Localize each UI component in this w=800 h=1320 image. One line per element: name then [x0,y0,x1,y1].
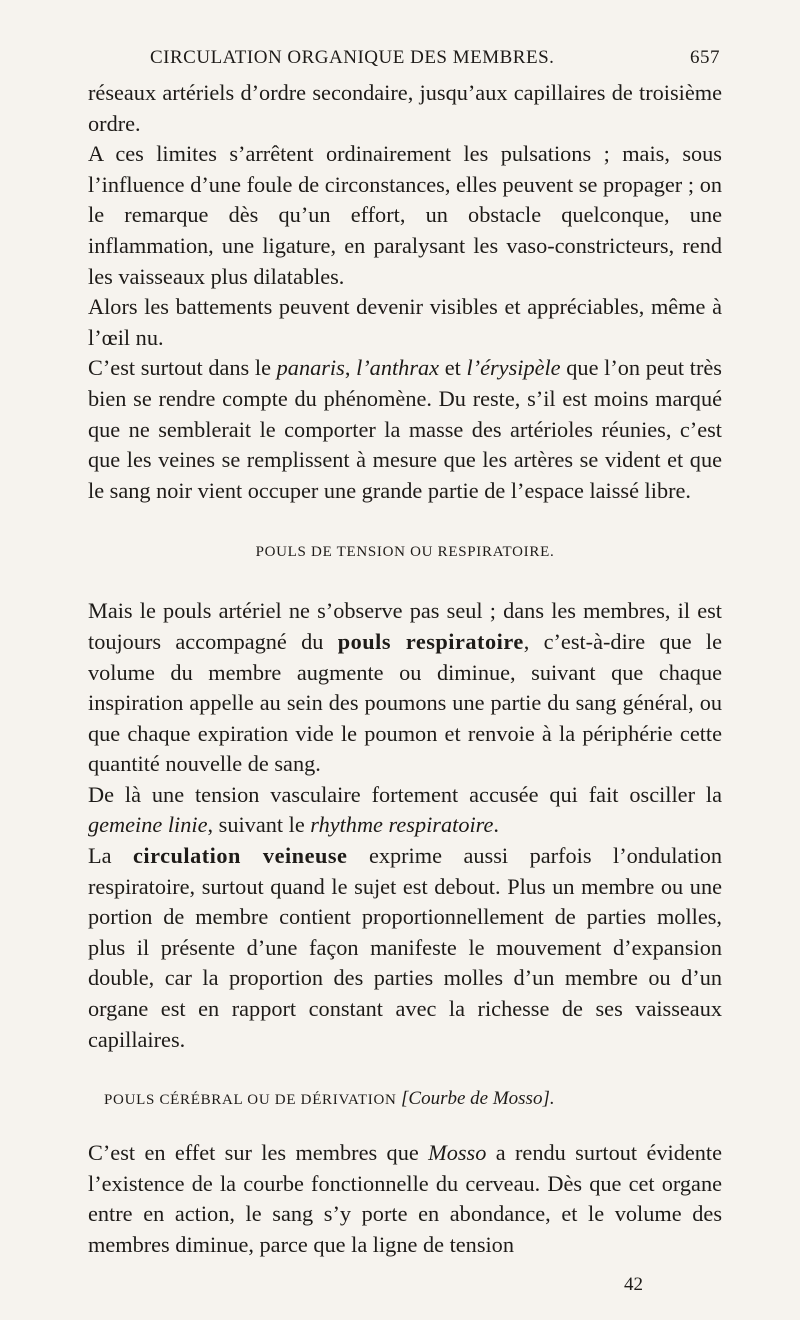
page-number: 657 [690,47,720,68]
bold-term: pouls respiratoire [337,628,524,654]
paragraph [88,139,722,292]
text-run: que l’on peut très bien se rendre compte du phénomène. Du reste, s’il est moins marqué que ne semblerait le comporter la masse des artérioles réunies, c’est que les veines se remplissent à mesure que les artères se vident et que le sang noir vient occuper une grande partie de l’espace laissé libre. [88,355,722,503]
text-run: De là une tension vasculaire fortement accusée qui fait osciller la [88,781,722,807]
paragraph-text: Alors les battements peuvent devenir visibles et appréciables, même à l’œil nu. [88,294,722,350]
signature-mark: 42 [624,1274,643,1295]
section-heading-italic: [Courbe de Mosso]. [401,1088,555,1110]
italic-term: rhythme respiratoire [310,812,494,838]
italic-term: panaris [276,355,345,381]
section-heading-text: POULS CÉRÉBRAL OU DE DÉRIVATION [104,1092,397,1109]
text-run: , c’est-à-dire que le volume du membre augmente ou diminue, suivant que chaque inspiration appelle au sein des poumons une partie du sang général, ou que chaque expiration vide le poumon et renvoie à la périphérie cette quantité nouvelle de sang. [88,628,722,777]
paragraph [88,841,722,1055]
header-title: CIRCULATION ORGANIQUE DES MEMBRES. [150,47,555,68]
paragraph [88,780,722,841]
text-run: C’est surtout dans le [88,355,277,381]
text-run: a rendu surtout évidente l’existence de la courbe fonctionnelle du cerveau. Dès que cet organe entre en action, le sang s’y porte en abondance, et le volume des membres diminue, parce que la ligne de tension [88,1140,722,1257]
text-run: , [344,355,357,381]
text-run: La [88,843,134,869]
italic-term: l’anthrax [356,355,440,381]
text-run: , suivant le [207,812,311,838]
bold-term: circulation veineuse [133,843,348,869]
section-heading [88,1089,722,1110]
text-run: C’est en effet sur les membres que [88,1140,429,1166]
paragraph [88,292,722,353]
paragraph [88,1138,722,1260]
text-run: et [439,355,467,381]
italic-term: l’érysipèle [466,355,561,381]
italic-term: gemeine linie [88,812,208,838]
text-run: Mais le pouls artériel ne s’observe pas seul ; dans les membres, il est toujours accompagné du [88,598,722,654]
section-heading: POULS DE TENSION OU RESPIRATOIRE. [255,544,555,561]
paragraph [88,596,722,780]
text-run: exprime aussi parfois l’ondulation respiratoire, surtout quand le sujet est debout. Plus un membre ou une portion de membre contient proportionnellement de parties molles, plus il présente d’une façon manifeste le mouvement d’expansion double, car la proportion des parties molles d’un membre ou d’un organe est en rapport constant avec la richesse de ses vaisseaux capillaires. [88,843,722,1052]
paragraph [88,78,722,139]
paragraph-text: réseaux artériels d’ordre secondaire, jusqu’aux capillaires de troisième ordre. [88,80,722,136]
body-text [88,78,722,1261]
italic-term: Mosso [428,1140,487,1166]
paragraph-text: A ces limites s’arrêtent ordinairement les pulsations ; mais, sous l’influence d’une foule de circonstances, elles peuvent se propager ; on le remarque dès qu’un effort, un obstacle quelconque, une inflammation, une ligature, en paralysant les vaso-constricteurs, rend les vaisseaux plus dilatables. [88,141,722,289]
paragraph [88,353,722,506]
text-run: . [493,812,499,838]
